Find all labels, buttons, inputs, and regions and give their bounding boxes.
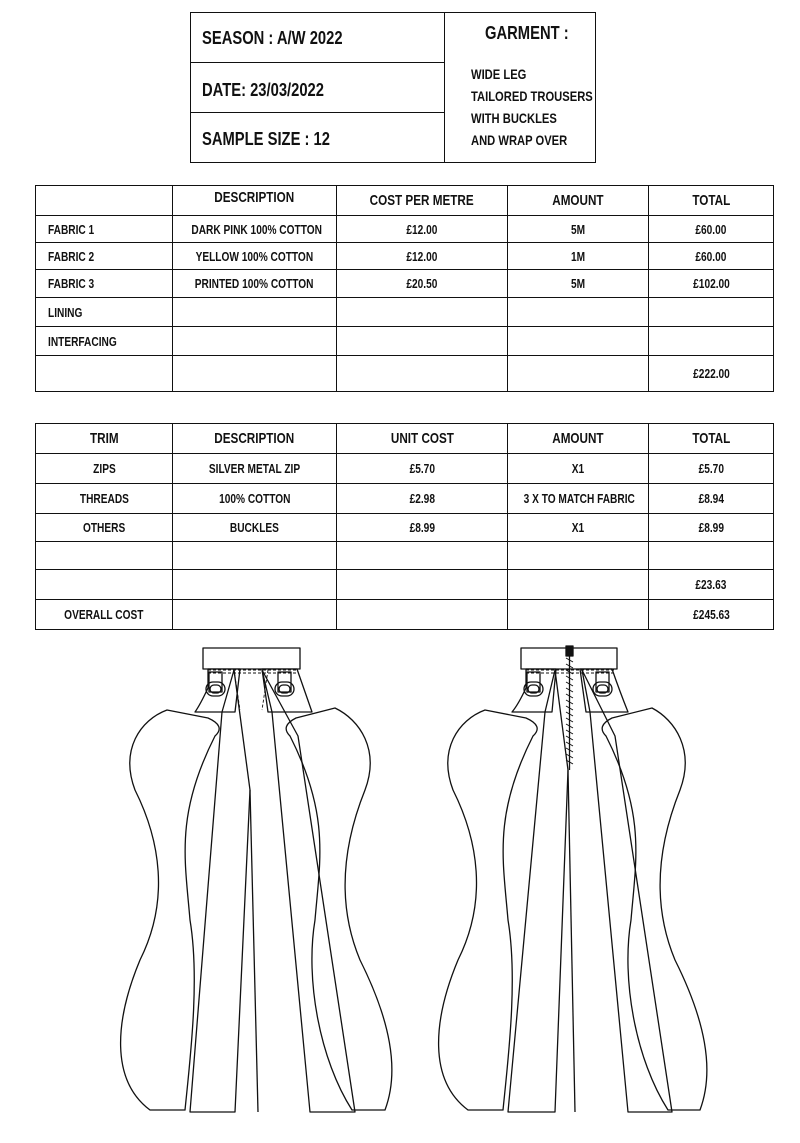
- garment-header: [190, 12, 596, 163]
- front-buckle-right: [275, 672, 294, 696]
- garment-line: TAILORED TROUSERS: [471, 88, 593, 104]
- front-waistband: [203, 648, 300, 669]
- back-left-leg: [508, 670, 568, 1112]
- season-label: SEASON : A/W 2022: [202, 28, 343, 48]
- cost-cell: £12.00: [337, 243, 508, 270]
- garment-title: GARMENT :: [485, 23, 569, 43]
- header-info: [191, 13, 445, 162]
- cost-cell: £5.70: [337, 454, 508, 484]
- empty-cell: [36, 542, 173, 570]
- fabric-cost-table: [35, 185, 774, 392]
- back-yoke-right: [580, 669, 628, 712]
- empty-cell: [337, 570, 508, 600]
- trim-subtotal-row: [36, 570, 774, 600]
- empty-cell: [36, 356, 173, 392]
- empty-cell: [337, 298, 508, 327]
- description-cell: DARK PINK 100% COTTON: [173, 216, 337, 243]
- trim-cost-table: [35, 423, 774, 630]
- empty-cell: [508, 542, 649, 570]
- empty-cell: [337, 327, 508, 356]
- row-label: FABRIC 1: [36, 216, 173, 243]
- garment-line: AND WRAP OVER: [471, 132, 568, 148]
- header-cell: UNIT COST: [337, 424, 508, 454]
- description-cell: PRINTED 100% COTTON: [173, 270, 337, 298]
- row-label: FABRIC 2: [36, 243, 173, 270]
- empty-cell: [649, 542, 774, 570]
- date-cell: [191, 63, 444, 113]
- overall-cost-row: [36, 600, 774, 630]
- table-header-row: [36, 186, 774, 216]
- overall-cost-label: OVERALL COST: [36, 600, 173, 630]
- header-cell: AMOUNT: [508, 424, 649, 454]
- header-cell: COST PER METRE: [337, 186, 508, 216]
- total-cell: £5.70: [649, 454, 774, 484]
- season-cell: [191, 13, 444, 63]
- empty-cell: [508, 570, 649, 600]
- empty-cell: [337, 542, 508, 570]
- cost-cell: £12.00: [337, 216, 508, 243]
- back-crease: [568, 770, 575, 1112]
- total-cell: £8.99: [649, 514, 774, 542]
- header-cell: TOTAL: [649, 186, 774, 216]
- sample-size-cell: [191, 113, 444, 162]
- description-cell: YELLOW 100% COTTON: [173, 243, 337, 270]
- garment-line: WIDE LEG: [471, 66, 527, 82]
- date-label: DATE: 23/03/2022: [202, 80, 324, 100]
- amount-cell: 1M: [508, 243, 649, 270]
- row-label: OTHERS: [36, 514, 173, 542]
- front-right-wrap-panel: [286, 708, 392, 1110]
- empty-cell: [173, 600, 337, 630]
- cost-cell: £8.99: [337, 514, 508, 542]
- garment-line: WITH BUCKLES: [471, 110, 557, 126]
- total-cell: £60.00: [649, 216, 774, 243]
- garment-info: [445, 13, 595, 162]
- header-cell: DESCRIPTION: [173, 424, 337, 454]
- front-buckle-left: [206, 672, 225, 696]
- header-cell: TRIM: [36, 424, 173, 454]
- table-row: [36, 243, 774, 270]
- empty-cell: [173, 356, 337, 392]
- empty-cell: [173, 542, 337, 570]
- fabric-total-row: [36, 356, 774, 392]
- row-label: FABRIC 3: [36, 270, 173, 298]
- row-label: LINING: [36, 298, 173, 327]
- cost-cell: £20.50: [337, 270, 508, 298]
- front-left-wrap-panel: [121, 710, 220, 1110]
- table-row: [36, 514, 774, 542]
- front-right-leg: [262, 670, 355, 1112]
- front-crease: [250, 790, 258, 1112]
- amount-cell: 3 X TO MATCH FABRIC: [508, 484, 649, 514]
- table-row: [36, 484, 774, 514]
- total-cell: £8.94: [649, 484, 774, 514]
- empty-cell: [173, 298, 337, 327]
- header-cell: AMOUNT: [508, 186, 649, 216]
- fabric-grand-total: £222.00: [649, 356, 774, 392]
- back-right-leg: [582, 670, 672, 1112]
- back-right-wrap-panel: [602, 708, 707, 1110]
- sample-size-label: SAMPLE SIZE : 12: [202, 129, 330, 149]
- empty-cell: [649, 327, 774, 356]
- front-yoke-right: [262, 669, 312, 712]
- front-trousers-flat: [121, 648, 392, 1112]
- header-cell: TOTAL: [649, 424, 774, 454]
- empty-cell: [508, 327, 649, 356]
- empty-cell: [173, 327, 337, 356]
- table-header-row: [36, 424, 774, 454]
- empty-cell: [508, 600, 649, 630]
- empty-cell: [173, 570, 337, 600]
- row-label: ZIPS: [36, 454, 173, 484]
- description-cell: 100% COTTON: [173, 484, 337, 514]
- table-row: [36, 298, 774, 327]
- table-row: [36, 216, 774, 243]
- table-row: [36, 270, 774, 298]
- empty-cell: [649, 298, 774, 327]
- empty-cell: [508, 356, 649, 392]
- back-trousers-flat: [439, 646, 707, 1112]
- header-cell: DESCRIPTION: [173, 186, 337, 216]
- overall-cost-total: £245.63: [649, 600, 774, 630]
- table-row: [36, 454, 774, 484]
- trim-subtotal: £23.63: [649, 570, 774, 600]
- empty-cell: [337, 356, 508, 392]
- table-row: [36, 542, 774, 570]
- cost-cell: £2.98: [337, 484, 508, 514]
- front-left-leg: [190, 670, 250, 1112]
- back-buckle-left: [524, 672, 543, 696]
- empty-cell: [36, 570, 173, 600]
- empty-cell: [337, 600, 508, 630]
- amount-cell: 5M: [508, 216, 649, 243]
- description-cell: BUCKLES: [173, 514, 337, 542]
- header-cell: [36, 186, 173, 216]
- amount-cell: X1: [508, 454, 649, 484]
- garment-description: [471, 63, 623, 151]
- back-yoke-left: [512, 669, 556, 712]
- table-row: [36, 327, 774, 356]
- amount-cell: X1: [508, 514, 649, 542]
- empty-cell: [508, 298, 649, 327]
- row-label: THREADS: [36, 484, 173, 514]
- row-label: INTERFACING: [36, 327, 173, 356]
- back-buckle-right: [593, 672, 612, 696]
- front-yoke-left: [195, 669, 240, 712]
- total-cell: £102.00: [649, 270, 774, 298]
- description-cell: SILVER METAL ZIP: [173, 454, 337, 484]
- trouser-flat-drawings: [0, 640, 800, 1130]
- amount-cell: 5M: [508, 270, 649, 298]
- total-cell: £60.00: [649, 243, 774, 270]
- back-left-wrap-panel: [439, 710, 538, 1110]
